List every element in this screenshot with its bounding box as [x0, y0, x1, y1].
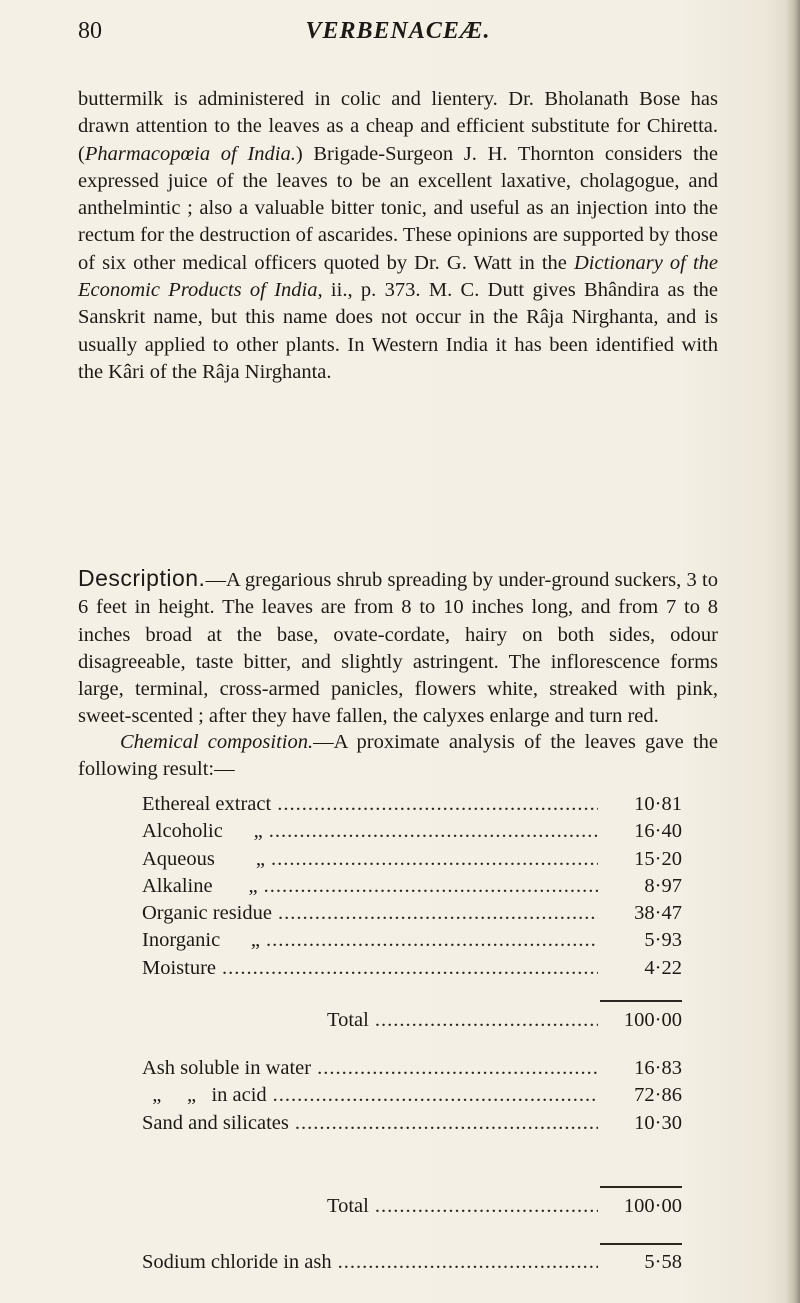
total-row: Total ..... 100·00	[142, 1193, 682, 1220]
section-heading-chemical: Chemical composition.	[120, 731, 314, 753]
table-row: Sand and silicates ..... 10·30	[142, 1110, 682, 1137]
analysis-total	[142, 1007, 682, 1034]
table-row: Moisture ..... 4·22	[142, 955, 682, 982]
paragraph-description	[78, 565, 718, 731]
page-edge-shadow	[786, 0, 800, 1303]
citation-dictionary: Dictionary of the Economic Products of India,	[78, 251, 718, 302]
table-row: Ethereal extract ..... 10·81	[142, 791, 682, 818]
section-heading-description: Description.	[78, 565, 206, 591]
page-number: 80	[78, 18, 102, 44]
paragraph-text: ii., p. 373. M. C. Dutt gives Bhândira as the Sanskrit name, but this name does not occur in the Râja Nirghanta, and is usually applied to other plants. In Western India it has been identified with the Kâri of the Râja Nirghanta.	[78, 279, 718, 383]
description-text: —A gregarious shrub spreading by under-ground suckers, 3 to 6 feet in height. The leaves are from 8 to 10 inches long, and from 7 to 8 inches broad at the base, ovate-cordate, hairy on both sides, odour disagreeable, taste bitter, and slightly astringent. The inflorescence forms large, terminal, cross-armed panicles, flowers white, streaked with pink, sweet-scented ; after they have fallen, the calyxes enlarge and turn red.	[78, 569, 718, 728]
table-row: Alcoholic „ ..... 16·40	[142, 818, 682, 845]
sum-rule	[600, 1000, 682, 1002]
table-row: Organic residue ..... 38·47	[142, 900, 682, 927]
table-row: Inorganic „ ..... 5·93	[142, 927, 682, 954]
table-row: „ „ in acid ..... 72·86	[142, 1082, 682, 1109]
paragraph-chemical-composition	[78, 729, 718, 784]
sum-rule	[600, 1186, 682, 1188]
chemical-text: —A proximate analysis of the leaves gave the following result:—	[78, 731, 718, 781]
table-row: Alkaline „ ..... 8·97	[142, 873, 682, 900]
sodium-chloride-table	[142, 1249, 682, 1276]
paragraph-text: ) Brigade-Surgeon J. H. Thornton considers the expressed juice of the leaves to be an excellent laxative, cholagogue, and anthelmintic ; also a valuable bitter tonic, and useful as an injection into the rectum for the destruction of ascarides. These opinions are supported by those of six other medical officers quoted by Dr. G. Watt in the	[78, 142, 718, 274]
table-row: Sodium chloride in ash ..... 5·58	[142, 1249, 682, 1276]
table-row: Ash soluble in water ..... 16·83	[142, 1055, 682, 1082]
paragraph-medicinal-uses	[78, 86, 718, 386]
total-row: Total ..... 100·00	[142, 1007, 682, 1034]
citation-pharmacopoeia: Pharmacopœia of India.	[84, 142, 296, 165]
sum-rule	[600, 1243, 682, 1245]
analysis-table	[142, 791, 682, 982]
running-title: VERBENACEÆ.	[305, 18, 491, 44]
page-header	[78, 18, 718, 50]
ash-table	[142, 1055, 682, 1137]
ash-total	[142, 1193, 682, 1220]
table-row: Aqueous „ ..... 15·20	[142, 846, 682, 873]
paragraph-text: buttermilk is administered in colic and lientery. Dr. Bholanath Bose has drawn attention to the leaves as a cheap and efficient substitute for Chiretta. (	[78, 88, 718, 165]
